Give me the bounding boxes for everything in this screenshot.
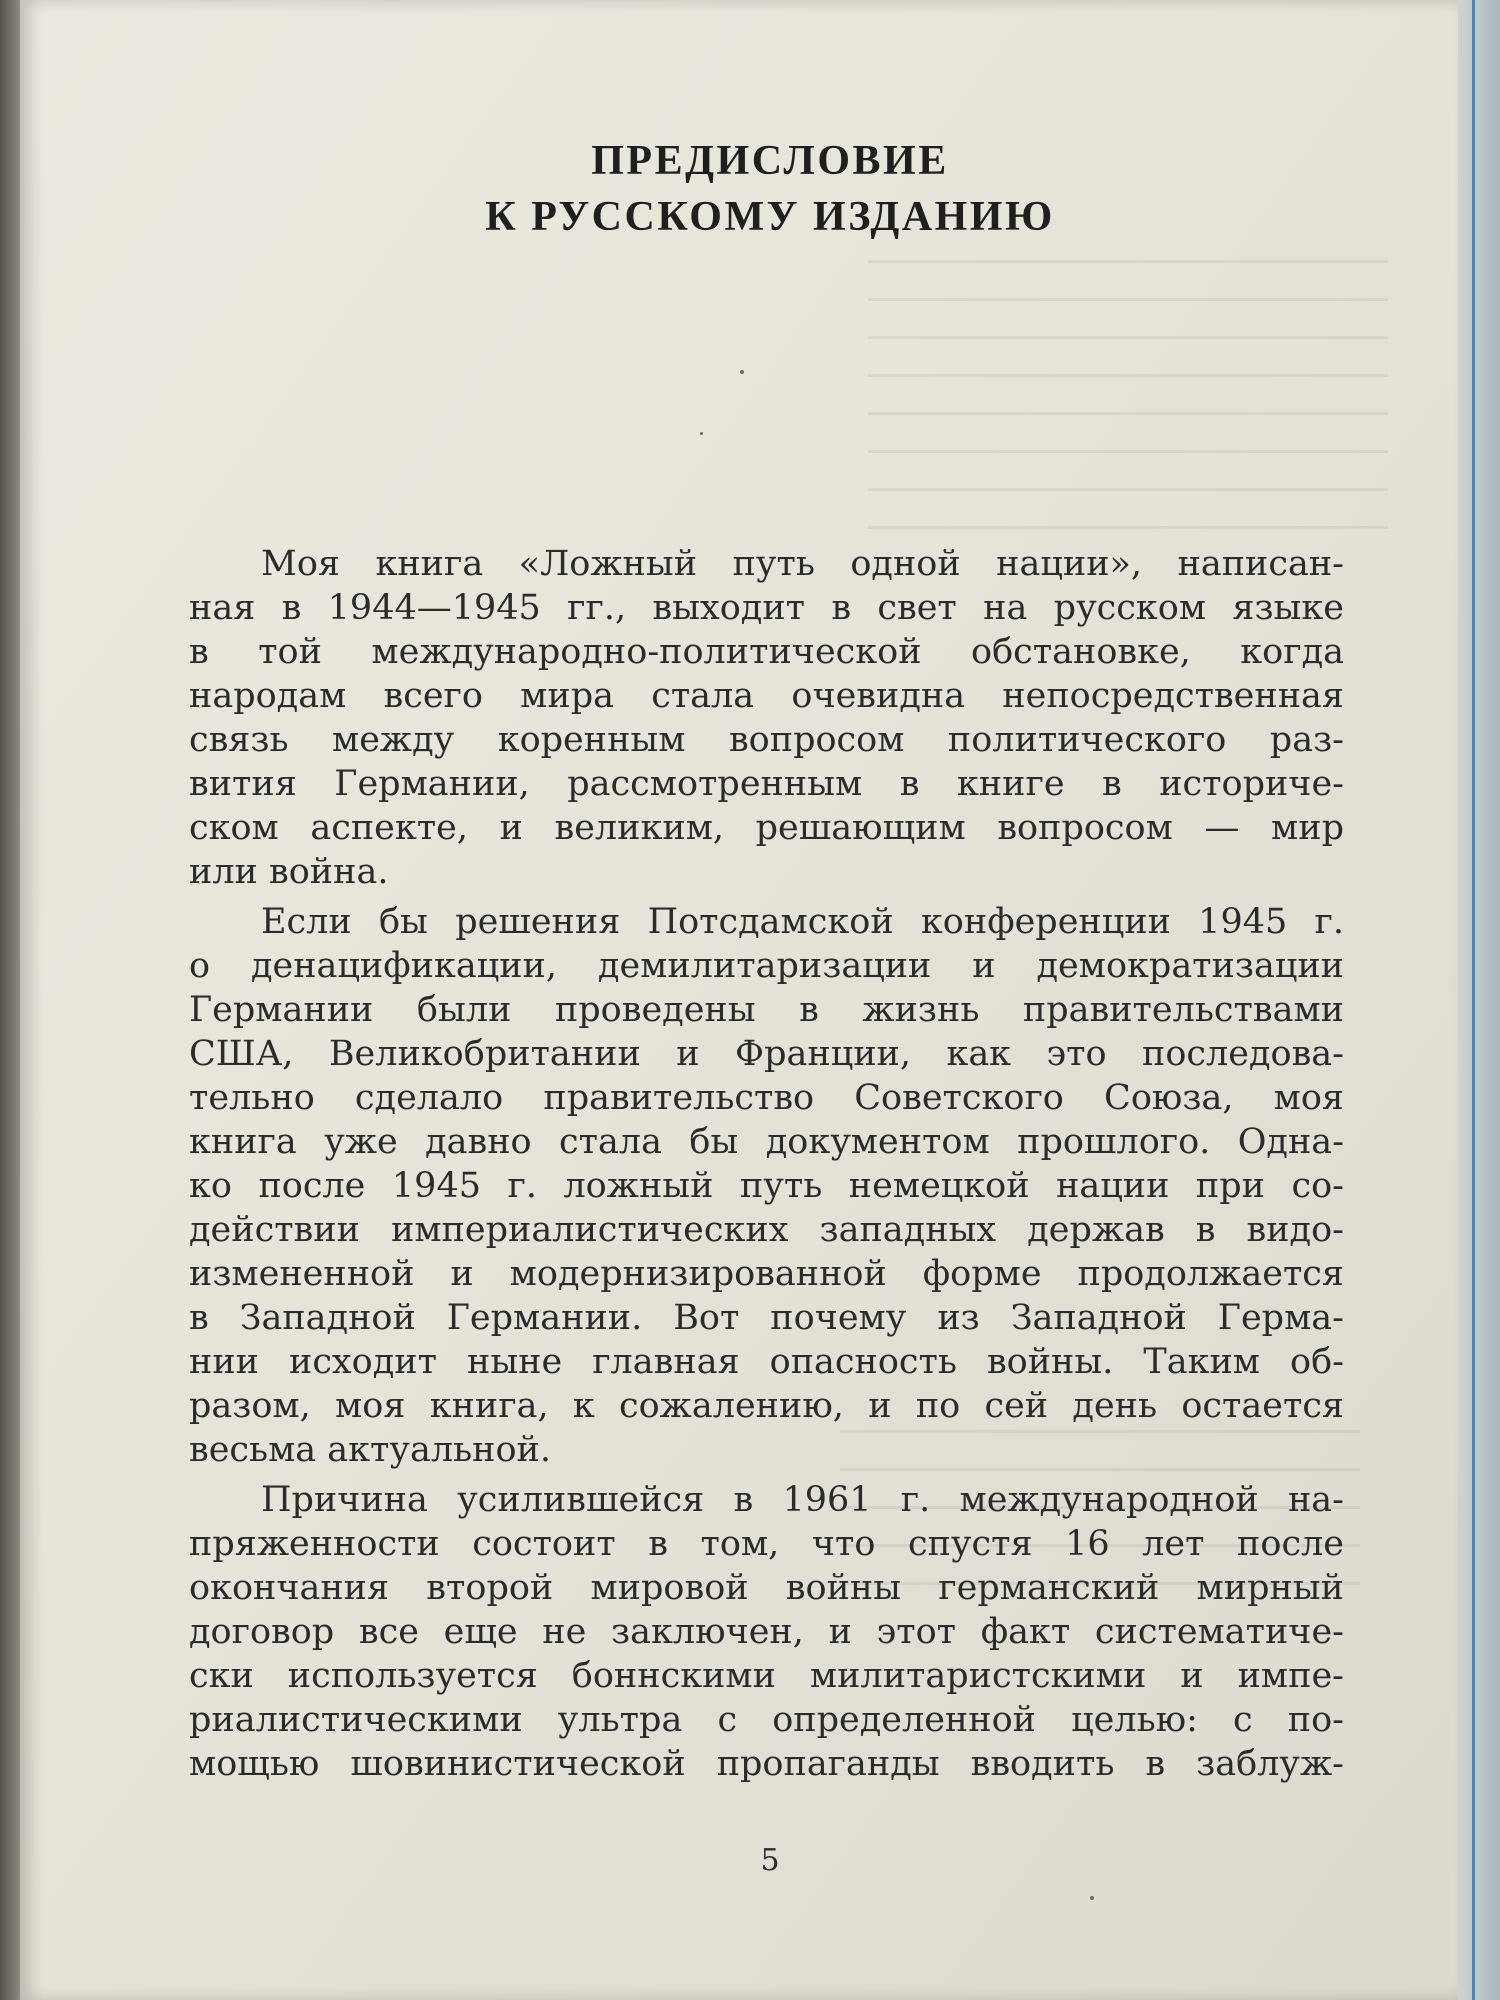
paper-speck: [740, 370, 744, 374]
text-line: США, Великобритании и Франции, как это последова-: [189, 1034, 1344, 1074]
text-line: разом, моя книга, к сожалению, и по сей день остается: [189, 1386, 1344, 1426]
text-line: Причина усилившейся в 1961 г. международной на-: [261, 1480, 1344, 1520]
chapter-heading-line-2: К РУССКОМУ ИЗДАНИЮ: [485, 194, 1055, 240]
text-line: связь между коренным вопросом политического раз-: [189, 720, 1344, 760]
text-line: измененной и модернизированной форме продолжается: [189, 1254, 1344, 1294]
book-spine-shadow: [0, 0, 20, 2000]
show-through-text: [868, 260, 1388, 560]
blue-page-rule: [1472, 0, 1475, 2000]
book-page: [20, 0, 1458, 2000]
text-line: народам всего мира стала очевидна непосредственная: [189, 676, 1344, 716]
text-line: в Западной Германии. Вот почему из Западной Герма-: [189, 1298, 1344, 1338]
paper-speck: [1090, 1896, 1094, 1900]
text-line: нии исходит ныне главная опасность войны. Таким об-: [189, 1342, 1344, 1382]
page-number: 5: [760, 1843, 780, 1878]
text-line: в той международно-политической обстановке, когда: [189, 632, 1344, 672]
text-line: окончания второй мировой войны германский мирный: [189, 1568, 1344, 1608]
text-line: мощью шовинистической пропаганды вводить в заблуж-: [189, 1744, 1344, 1784]
text-line: тельно сделало правительство Советского Союза, моя: [189, 1078, 1344, 1118]
text-line: вития Германии, рассмотренным в книге в историче-: [189, 764, 1344, 804]
paper-speck: [700, 432, 703, 435]
text-line: действии империалистических западных держав в видо-: [189, 1210, 1344, 1250]
text-line: ском аспекте, и великим, решающим вопросом — мир: [189, 808, 1344, 848]
text-line: ко после 1945 г. ложный путь немецкой нации при со-: [189, 1166, 1344, 1206]
next-page-edge: [1458, 0, 1500, 2000]
text-line: ски используется боннскими милитаристскими и импе-: [189, 1656, 1344, 1696]
text-line: ная в 1944—1945 гг., выходит в свет на русском языке: [189, 588, 1344, 628]
text-line: о денацификации, демилитаризации и демократизации: [189, 946, 1344, 986]
chapter-heading-line-1: ПРЕДИСЛОВИЕ: [591, 138, 949, 184]
text-line: Моя книга «Ложный путь одной нации», написан-: [261, 544, 1344, 584]
text-line: книга уже давно стала бы документом прошлого. Одна-: [189, 1122, 1344, 1162]
body-text: [189, 542, 1344, 1786]
text-line: или война.: [189, 852, 389, 892]
text-line: пряженности состоит в том, что спустя 16 лет после: [189, 1524, 1344, 1564]
text-line: весьма актуальной.: [189, 1430, 551, 1470]
text-line: договор все еще не заключен, и этот факт систематиче-: [189, 1612, 1344, 1652]
text-line: Германии были проведены в жизнь правительствами: [189, 990, 1344, 1030]
text-line: риалистическими ультра с определенной целью: с по-: [189, 1700, 1344, 1740]
text-line: Если бы решения Потсдамской конференции 1945 г.: [261, 902, 1344, 942]
